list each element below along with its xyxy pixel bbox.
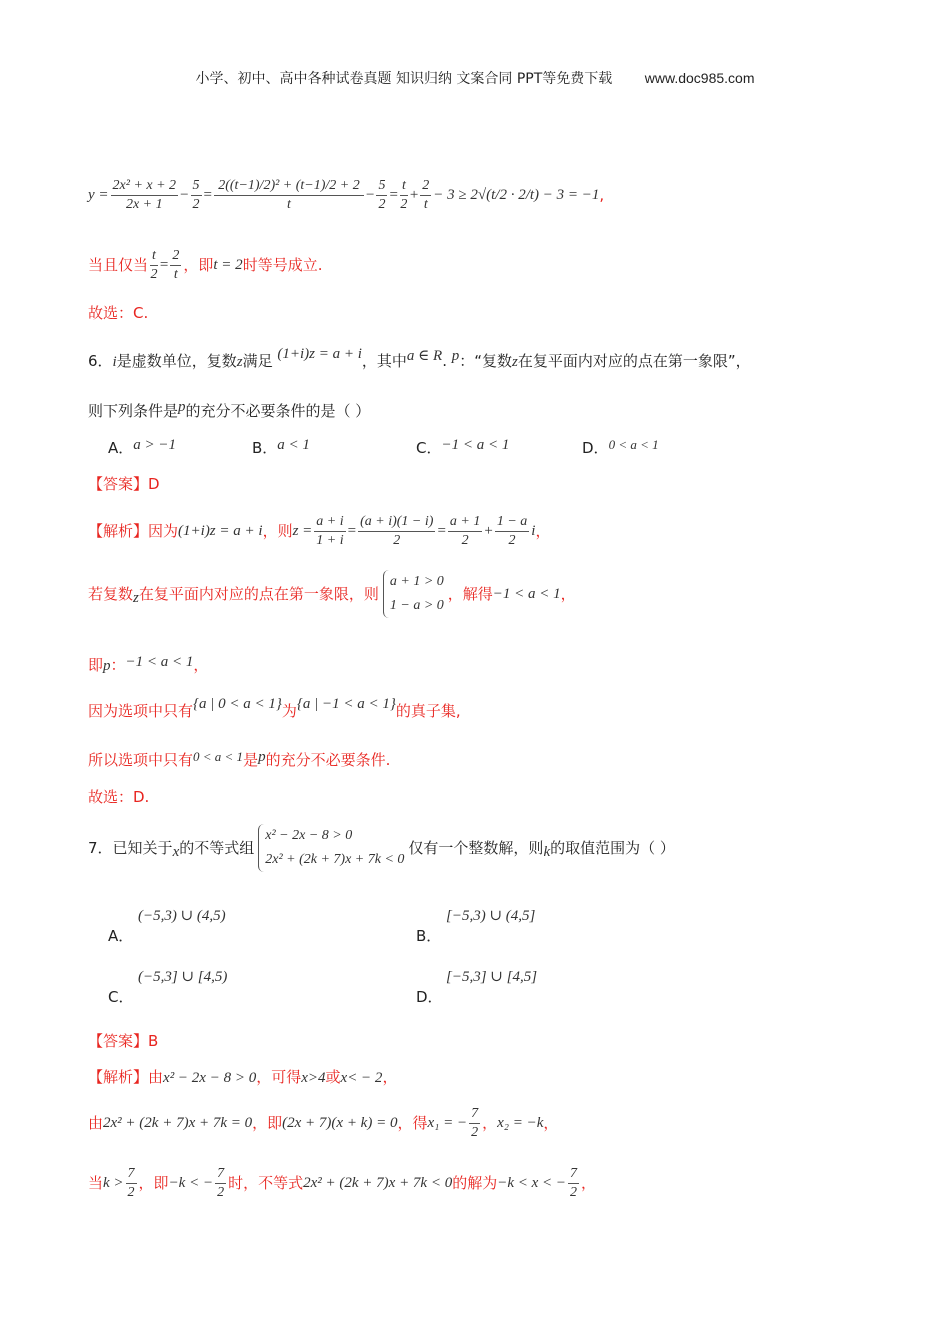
q6-option-c[interactable]: C．−1 < a < 1 [416,437,510,457]
q7-option-d[interactable]: [−5,3] ∪ [4,5] D． [416,969,538,1006]
q6-analysis-line-3: 即p：−1 < a < 1， [88,654,209,674]
q6-analysis-line-1: 【解析】 因为 (1+i)z = a + i ，则 z = $\frac{a + i}{1 + i}$ = $\frac{(a + i)(1 - i)}{2}$ = $\frac{a + 1}{2}$ + $\frac{1 - a}{2}$ i ， [88,513,551,548]
q7-analysis-line-2: 由 2x² + (2k + 7)x + 7k = 0 ，即 (2x + 7)(x + k) = 0 ，得 x₁ = − $\frac{7}{2}$ ， x₂ = −k ， [88,1105,559,1140]
q7-option-b[interactable]: [−5,3) ∪ (4,5] B． [416,908,536,945]
q6-option-d[interactable]: D．0 < a < 1 [582,437,659,457]
q6-analysis-line-4: 因为选项中只有{a | 0 < a < 1}为{a | −1 < a < 1}的真子集, [88,696,461,720]
fraction: $\frac{2}{t}$ [422,177,430,212]
q6-option-a[interactable]: A．a > −1 [108,437,177,457]
q6-answer: 【答案】D [88,475,160,493]
q6-analysis-line-2: 若复数 z 在复平面内对应的点在第一象限，则 a + 1 > 0 1 − a > 0 ，解得 −1 < a < 1 ， [88,564,576,624]
equation-system: a + 1 > 0 1 − a > 0 [383,570,444,618]
q6-analysis-line-5: 所以选项中只有0 < a < 1是p的充分不必要条件. [88,749,391,769]
fraction: $\frac{5}{2}$ [378,177,386,212]
equality-condition: 当且仅当 $\frac{t}{2}$ = $\frac{2}{t}$ ，即 t = 2 时等号成立. [88,247,323,282]
q7-analysis-line-1: 【解析】由x² − 2x − 8 > 0，可得x>4或x< − 2， [88,1068,398,1086]
header-title: 小学、初中、高中各种试卷真题 知识归纳 文案合同 PPT等免费下载 [195,71,613,87]
question-6-stem: 6．i是虚数单位，复数z满足 (1+i)z = a + i，其中a ∈ R. p：“复数z在复平面内对应的点在第一象限”， [88,346,751,370]
fraction: $\frac{t}{2}$ [400,177,408,212]
header-url[interactable]: www.doc985.com [644,70,755,86]
q6-choice: 故选：D. [88,788,150,806]
question-6-prompt: 则下列条件是p的充分不必要条件的是（ ） [88,399,371,420]
q7-answer: 【答案】B [88,1032,159,1050]
q7-option-c[interactable]: (−5,3] ∪ [4,5) C． [108,969,228,1006]
q6-option-b[interactable]: B．a < 1 [252,437,310,457]
fraction: $\frac{5}{2}$ [192,177,200,212]
formula-y: y = $\frac{\text{2x² + x + 2}}{2x + 1}$ − $\frac{5}{2}$ = $\frac{\text{2((t−1)/2)² + (t−1)/2 + 2}}{t}$ − $\frac{5}{2}$ = $\frac{t}{2}$ + $\frac{2}{t}$ − 3 ≥ 2√(t/2 · 2/t) − 3 = −1 , [88,177,605,212]
page-header [0,68,950,88]
q7-option-a[interactable]: (−5,3) ∪ (4,5) A． [108,908,226,945]
question-7-stem: 7． 已知关于 x 的不等式组 x² − 2x − 8 > 0 2x² + (2k + 7)x + 7k < 0 仅有一个整数解，则 k 的取值范围为（ ） [88,818,675,878]
fraction: $\frac{\text{2x² + x + 2}}{2x + 1}$ [112,177,177,212]
inequality-system: x² − 2x − 8 > 0 2x² + (2k + 7)x + 7k < 0 [258,824,404,872]
choice-line-5: 故选：C. [88,304,149,322]
fraction-large: $\frac{\text{2((t−1)/2)² + (t−1)/2 + 2}}{t}$ [214,177,364,214]
q7-analysis-line-3: 当 k > $\frac{7}{2}$ ，即 −k < − $\frac{7}{2}$ 时，不等式 2x² + (2k + 7)x + 7k < 0 的解为 −k < x < − $\frac{7}{2}$ ， [88,1165,597,1200]
